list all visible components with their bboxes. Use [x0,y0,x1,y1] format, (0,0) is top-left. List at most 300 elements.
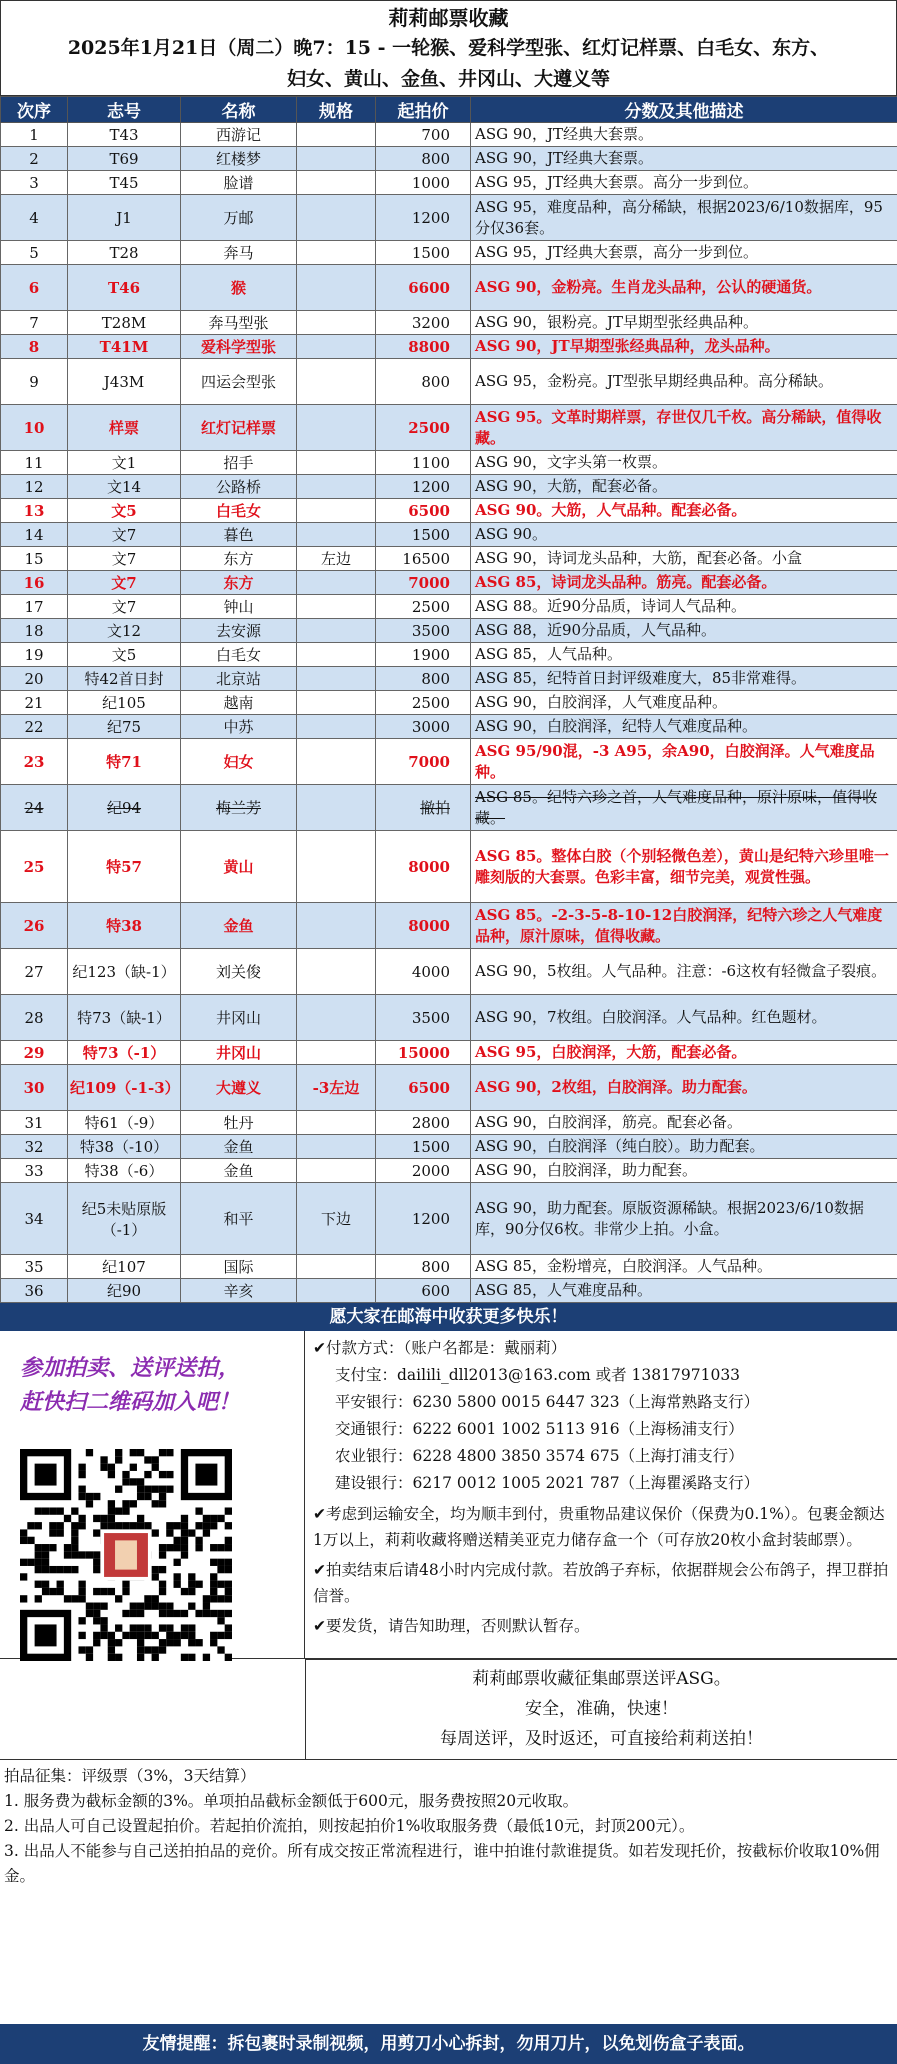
cell-name: 刘关俊 [181,949,297,995]
table-row [1,715,897,739]
cell-desc: ASG 90，白胶润泽，纪特人气难度品种。 [471,715,897,739]
cell-code: 特38 [68,903,181,949]
cell-no: 11 [1,451,68,475]
cell-no: 32 [1,1135,68,1159]
qr-module [64,1544,71,1551]
header-no: 次序 [1,97,68,123]
cell-price: 2500 [376,595,471,619]
cell-price: 6500 [376,1065,471,1111]
cell-no: 8 [1,335,68,359]
qr-module [115,1639,122,1646]
qr-module [115,1456,122,1463]
qr-finder [195,1464,217,1486]
bank-line: 交通银行：6222 6001 1002 5113 916（上海杨浦支行） [335,1420,744,1438]
qr-module [115,1595,122,1602]
cell-spec [297,831,376,903]
qr-module [42,1551,49,1558]
qr-module [71,1537,78,1544]
qr-module [108,1646,115,1653]
cell-name: 井冈山 [181,995,297,1041]
cell-desc: ASG 90，2枚组，白胶润泽。助力配套。 [471,1065,897,1111]
qr-module [152,1456,159,1463]
cell-name: 爱科学型张 [181,335,297,359]
qr-module [93,1588,100,1595]
qr-module [210,1544,217,1551]
qr-module [159,1610,166,1617]
asg-line-3: 每周送评，及时返还，可直接给莉莉送拍！ [440,1729,763,1749]
qr-module [100,1456,107,1463]
qr-module [159,1449,166,1456]
qr-module [35,1595,42,1602]
cell-desc: ASG 85。整体白胶（个别轻微色差），黄山是纪特六珍里唯一雕刻版的大套票。色彩丰富，细节完美，观赏性强。 [471,831,897,903]
qr-module [93,1603,100,1610]
qr-module [130,1610,137,1617]
cell-name: 北京站 [181,667,297,691]
qr-module [225,1507,232,1514]
cell-spec [297,949,376,995]
cell-name: 金鱼 [181,1135,297,1159]
header-desc: 分数及其他描述 [471,97,897,123]
cell-code: 文7 [68,523,181,547]
payment-panel [305,1331,897,1659]
table-row [1,311,897,335]
cell-code: 特73（-1） [68,1041,181,1065]
cell-name: 公路桥 [181,475,297,499]
cell-name: 越南 [181,691,297,715]
cell-no: 16 [1,571,68,595]
qr-module [152,1603,159,1610]
cell-no: 21 [1,691,68,715]
qr-module [78,1551,85,1558]
table-row [1,831,897,903]
qr-module [195,1544,202,1551]
qr-module [166,1632,173,1639]
cell-code: J1 [68,195,181,241]
cell-spec [297,903,376,949]
qr-module [35,1551,42,1558]
cell-spec: 左边 [297,547,376,571]
cell-no: 12 [1,475,68,499]
qr-module [195,1610,202,1617]
cell-price: 6500 [376,499,471,523]
cell-no: 18 [1,619,68,643]
qr-module [122,1522,129,1529]
qr-module [130,1464,137,1471]
qr-module [159,1639,166,1646]
qr-module [78,1588,85,1595]
cell-no: 3 [1,171,68,195]
qr-module [78,1632,85,1639]
qr-module [71,1507,78,1514]
cell-spec [297,123,376,147]
table-row [1,405,897,451]
cell-spec [297,475,376,499]
fee-item: 1. 服务费为截标金额的3%。单项拍品截标金额低于600元，服务费按照20元收取。 [4,1792,579,1810]
qr-module [152,1500,159,1507]
cell-name: 奔马 [181,241,297,265]
cell-spec [297,595,376,619]
promo-panel [0,1331,305,1659]
qr-module [217,1632,224,1639]
cell-spec [297,195,376,241]
qr-module [210,1588,217,1595]
cell-no: 4 [1,195,68,241]
cell-price: 8800 [376,335,471,359]
qr-module [188,1588,195,1595]
qr-module [137,1493,144,1500]
qr-module [64,1515,71,1522]
qr-module [64,1551,71,1558]
cell-price: 3200 [376,311,471,335]
cell-name: 金鱼 [181,1159,297,1183]
cell-spec [297,359,376,405]
qr-module [64,1566,71,1573]
cell-price: 800 [376,359,471,405]
cell-no: 24 [1,785,68,831]
qr-module [152,1529,159,1536]
qr-module [181,1632,188,1639]
qr-module [122,1588,129,1595]
cell-no: 34 [1,1183,68,1255]
cell-price: 1500 [376,523,471,547]
cell-spec [297,1159,376,1183]
qr-module [35,1507,42,1514]
subtitle-line-1: 2025年1月21日（周二）晚7：15 - 一轮猴、爱科学型张、红灯记样票、白毛女、东方、 [67,37,830,59]
qr-module [217,1595,224,1602]
cell-no: 26 [1,903,68,949]
cell-name: 中苏 [181,715,297,739]
cell-desc: ASG 90，7枚组。白胶润泽。人气品种。红色题材。 [471,995,897,1041]
qr-module [174,1610,181,1617]
cell-price: 1500 [376,241,471,265]
qr-module [71,1566,78,1573]
cell-spec [297,147,376,171]
qr-module [195,1639,202,1646]
cell-name: 奔马型张 [181,311,297,335]
qr-module [27,1559,34,1566]
promo-text [20,1351,290,1419]
table-row [1,595,897,619]
qr-module [100,1603,107,1610]
cell-name: 四运会型张 [181,359,297,405]
qr-module [225,1632,232,1639]
cell-code: J43M [68,359,181,405]
qr-module [108,1507,115,1514]
table-row [1,195,897,241]
cell-name: 梅兰芳 [181,785,297,831]
qr-module [93,1639,100,1646]
cell-spec: -3左边 [297,1065,376,1111]
qr-module [20,1559,27,1566]
title-block [0,0,897,96]
qr-module [93,1610,100,1617]
qr-module [225,1610,232,1617]
qr-module [100,1522,107,1529]
cell-no: 20 [1,667,68,691]
qr-module [152,1573,159,1580]
cell-price: 7000 [376,571,471,595]
cell-no: 17 [1,595,68,619]
fees-section [0,1759,897,1893]
fee-item: 2. 出品人可自己设置起拍价。若起拍价流拍，则按起拍价1%收取服务费（最低10元，封顶200元）。 [4,1817,695,1835]
cell-price: 撤拍 [376,785,471,831]
qr-module [210,1522,217,1529]
qr-module [210,1515,217,1522]
cell-code: 特57 [68,831,181,903]
cell-no: 7 [1,311,68,335]
subtitle-line-2: 妇女、黄山、金鱼、井冈山、大遵义等 [286,68,610,90]
cell-name: 金鱼 [181,903,297,949]
table-row [1,265,897,311]
cell-desc: ASG 90。 [471,523,897,547]
qr-module [181,1544,188,1551]
qr-module [137,1632,144,1639]
qr-module [195,1522,202,1529]
cell-code: T28M [68,311,181,335]
qr-module [35,1566,42,1573]
blessing-banner: 愿大家在邮海中收获更多快乐！ [0,1303,897,1331]
cell-code: 文5 [68,499,181,523]
qr-module [203,1529,210,1536]
qr-module [225,1581,232,1588]
qr-module [78,1515,85,1522]
table-row [1,499,897,523]
payment-title: ✔付款方式：（账户名都是：戴丽莉） [313,1339,567,1357]
cell-price: 700 [376,123,471,147]
qr-module [100,1588,107,1595]
table-row [1,691,897,715]
cell-price: 2000 [376,1159,471,1183]
qr-module [42,1507,49,1514]
qr-module [130,1449,137,1456]
qr-module [217,1610,224,1617]
cell-price: 3000 [376,715,471,739]
qr-module [122,1478,129,1485]
cell-spec [297,335,376,359]
qr-module [86,1646,93,1653]
cell-code: T45 [68,171,181,195]
qr-module [217,1559,224,1566]
qr-module [159,1471,166,1478]
table-row [1,643,897,667]
table-row [1,667,897,691]
qr-module [108,1471,115,1478]
cell-spec [297,667,376,691]
qr-module [203,1522,210,1529]
qr-module [195,1537,202,1544]
qr-module [159,1544,166,1551]
cell-desc: ASG 90，文字头第一枚票。 [471,451,897,475]
qr-module [166,1522,173,1529]
cell-desc: ASG 90，5枚组。人气品种。注意：-6这枚有轻微盒子裂痕。 [471,949,897,995]
cell-code: 文7 [68,547,181,571]
cell-name: 暮色 [181,523,297,547]
asg-line-1: 莉莉邮票收藏征集邮票送评ASG。 [472,1669,731,1689]
header-code: 志号 [68,97,181,123]
cell-no: 9 [1,359,68,405]
qr-module [144,1522,151,1529]
qr-module [130,1478,137,1485]
cell-desc: ASG 95，难度品种，高分稀缺，根据2023/6/10数据库，95分仅36套。 [471,195,897,241]
cell-no: 33 [1,1159,68,1183]
qr-module [181,1588,188,1595]
cell-price: 2800 [376,1111,471,1135]
table-row [1,571,897,595]
table-row [1,995,897,1041]
qr-module [86,1493,93,1500]
cell-no: 13 [1,499,68,523]
qr-module [49,1529,56,1536]
cell-code: 文12 [68,619,181,643]
qr-module [57,1507,64,1514]
cell-price: 16500 [376,547,471,571]
qr-module [20,1595,27,1602]
qr-module [108,1464,115,1471]
qr-module [188,1529,195,1536]
qr-module [86,1449,93,1456]
cell-desc: ASG 88。近90分品质，诗词人气品种。 [471,595,897,619]
qr-module [42,1581,49,1588]
qr-module [78,1646,85,1653]
qr-module [122,1632,129,1639]
cell-no: 6 [1,265,68,311]
qr-module [57,1566,64,1573]
qr-module [174,1522,181,1529]
qr-module [49,1522,56,1529]
table-row [1,523,897,547]
qr-module [108,1639,115,1646]
qr-module [130,1632,137,1639]
qr-module [115,1624,122,1631]
cell-price: 6600 [376,265,471,311]
qr-module [71,1522,78,1529]
asg-line-2: 安全，准确，快速！ [525,1699,678,1719]
qr-module [100,1624,107,1631]
qr-module [181,1551,188,1558]
cell-spec [297,619,376,643]
qr-module [188,1632,195,1639]
cell-code: 特42首日封 [68,667,181,691]
qr-module [100,1617,107,1624]
qr-module [174,1573,181,1580]
cell-spec [297,171,376,195]
qr-module [217,1581,224,1588]
qr-module [57,1588,64,1595]
qr-module [71,1551,78,1558]
qr-module [144,1486,151,1493]
qr-module [100,1464,107,1471]
cell-code: 文14 [68,475,181,499]
qr-module [137,1610,144,1617]
qr-module [93,1566,100,1573]
qr-module [174,1537,181,1544]
cell-no: 28 [1,995,68,1041]
qr-module [49,1507,56,1514]
qr-module [152,1566,159,1573]
qr-module [188,1624,195,1631]
qr-module [203,1595,210,1602]
cell-price: 800 [376,667,471,691]
qr-module [100,1632,107,1639]
cell-price: 1200 [376,1183,471,1255]
table-header-row [1,97,897,123]
cell-code: 特71 [68,739,181,785]
cell-code: 纪105 [68,691,181,715]
cell-code: T41M [68,335,181,359]
asg-row [0,1659,897,1759]
qr-module [217,1646,224,1653]
cell-desc: ASG 90，白胶润泽（纯白胶）。助力配套。 [471,1135,897,1159]
qr-module [42,1566,49,1573]
qr-module [210,1595,217,1602]
cell-desc: ASG 90。大筋，人气品种。配套必备。 [471,499,897,523]
cell-name: 脸谱 [181,171,297,195]
shipping-note: ✔考虑到运输安全，均为顺丰到付，贵重物品建议保价（保费为0.1%）。包裹金额达1万以上，莉莉收藏将赠送精美亚克力储存盒一个（可存放20枚小盒封装邮票）。 [313,1505,885,1549]
cell-code: 特73（缺-1） [68,995,181,1041]
cell-desc: ASG 90，JT早期型张经典品种，龙头品种。 [471,335,897,359]
qr-module [225,1537,232,1544]
cell-no: 29 [1,1041,68,1065]
cell-code: 纪107 [68,1255,181,1279]
header-name: 名称 [181,97,297,123]
cell-code: 纪75 [68,715,181,739]
cell-code: 纪5未贴原版（-1） [68,1183,181,1255]
qr-module [210,1559,217,1566]
cell-code: 样票 [68,405,181,451]
qr-module [166,1610,173,1617]
qr-module [174,1559,181,1566]
qr-module [57,1529,64,1536]
cell-desc: ASG 90，大筋，配套必备。 [471,475,897,499]
qr-module [225,1522,232,1529]
cell-desc: ASG 90，JT经典大套票。 [471,123,897,147]
qr-module [71,1529,78,1536]
qr-module [166,1486,173,1493]
table-row [1,903,897,949]
cell-price: 3500 [376,995,471,1041]
cell-code: 纪123（缺-1） [68,949,181,995]
cell-name: 招手 [181,451,297,475]
qr-module [42,1559,49,1566]
qr-module [122,1610,129,1617]
cell-spec [297,643,376,667]
qr-module [86,1610,93,1617]
cell-price: 1100 [376,451,471,475]
table-row [1,547,897,571]
cell-desc: ASG 85，金粉增亮，白胶润泽。人气品种。 [471,1255,897,1279]
qr-module [35,1559,42,1566]
qr-code[interactable] [20,1449,232,1661]
auction-table [0,96,897,1303]
cell-spec [297,405,376,451]
qr-module [174,1639,181,1646]
qr-module [217,1515,224,1522]
qr-module [225,1595,232,1602]
qr-module [152,1646,159,1653]
cell-desc: ASG 85，纪特首日封评级难度大，85非常难得。 [471,667,897,691]
qr-module [108,1522,115,1529]
asg-panel [305,1659,897,1759]
qr-module [144,1603,151,1610]
cell-desc: ASG 90，白胶润泽，助力配套。 [471,1159,897,1183]
cell-price: 8000 [376,903,471,949]
qr-module [181,1537,188,1544]
asg-left-blank [0,1659,305,1759]
cell-code: 特38（-10） [68,1135,181,1159]
qr-module [174,1632,181,1639]
cell-name: 黄山 [181,831,297,903]
qr-module [130,1500,137,1507]
